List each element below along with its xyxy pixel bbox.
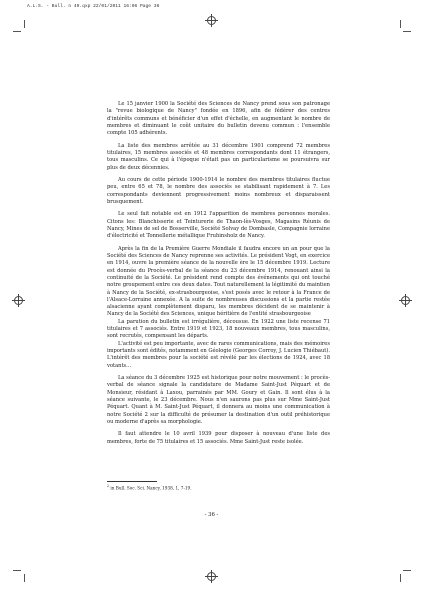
paragraph: Il faut attendre le 10 avril 1939 pour disposer à nouveau d'une liste des membres, forte de 75 titulaires et 15 associés. Mme Saint-Just reste isolée. (107, 431, 330, 445)
paragraph: La liste des membres arrêtée au 31 décembre 1901 comprend 72 membres titulaires, 15 membres associés et 48 membres correspondants dont 11 étrangers, tous masculins. Ce qui à l'époque n'était pas un particularisme se poursuivra sur plus de deux décennies. (107, 142, 330, 171)
footnote-mark: 2 (107, 483, 110, 488)
paragraph: L'activité est peu importante, avec de rares communications, mais des mémoires importants sont édités, notamment en Géologie (Georges Corroy, J. Lucien Thiébaut). L'intérêt des membres pour la société est révélé par les élections de 1924, avec 18 votants… (107, 340, 330, 369)
body-text (107, 101, 330, 451)
footnote-text: in Bull. Soc. Sci. Nancy, 1938, 1, 7-19. (110, 484, 192, 490)
paragraph: La parution du bulletin est irrégulière, décousue. En 1922 une liste recense 71 titulaires et 7 associés. Entre 1919 et 1923, 18 nouveaux membres, tous masculins, sont recrutés, compensant les départs. (107, 318, 330, 340)
registration-mark-bottom-center (207, 572, 216, 581)
paragraph: Le 15 janvier 1900 la Société des Sciences de Nancy prend sous son patronage la "revue biologique de Nancy" fondée en 1896, afin de fédérer des centres d'intérêts communs et bénéficier d'un effet d'échelle, en augmentant le nombre de membres et diminuant le coût unitaire du bulletin devenu commun : l'ensemble compte 105 adhérents. (107, 101, 330, 137)
registration-mark-left-middle (14, 296, 23, 305)
footnote (107, 484, 330, 491)
registration-mark-top-center (207, 16, 216, 25)
registration-mark-right-middle (401, 296, 410, 305)
printer-slug: A.L.S. - Bull. n 49.qxp 22/01/2011 16:06 Page 36 (27, 4, 160, 9)
paragraph: Le seul fait notable est en 1912 l'apparition de membres personnes morales. Citons les: Blanchisserie et Teinturerie de Thaon-lès-Vosges, Magasins Réunis de Nancy, Mines de sel de Bosserville, Société Solvay de Dombasle, Compagnie lorraine d'électricité et Tonnellerie métallique Fruhinsholz de Nancy. (107, 211, 330, 240)
paragraph: Au cours de cette période 1900-1914 le nombre des membres titulaires fluctue peu, entre 65 et 78, le nombre des associés se stabilisant rapidement à 7. Les correspondants deviennent progressivement moins nombreux et disparaissent brusquement. (107, 177, 330, 205)
paragraph: La séance du 3 décembre 1925 est historique pour notre mouvement : le procès-verbal de séance signale la candidature de Madame Saint-Just Péquart et de Monsieur, résidant à Laxou, parrainés par MM. Goury et Gain. Il sont élus à la séance suivante, le 23 décembre. Nous n'en saurons pas plus sur Mme Saint-Just Péquart. Quant à M. Saint-Just Péquart, il donnera au moins une communication à notre Société 2 sur la difficulté de présumer la destination d'un outil préhistorique ou moderne d'après sa morphologie. (107, 375, 330, 425)
footnote-rule (107, 481, 157, 482)
footnotes (107, 481, 330, 490)
paragraph: Après la fin de la Première Guerre Mondiale il faudra encore un an pour que la Société des Sciences de Nancy reprenne ses activités. Le président Vogt, en exercice en 1914, ouvre la première séance de la nouvelle ère le 15 décembre 1919. Lecture est donnée du Procès-verbal de la séance du 23 décembre 1914, renouant ainsi la continuité de la Société. Le président rend compte des événements qui ont touché notre groupement entre ces deux dates. Tout naturellement la légitimité du maintien à Nancy de la Société, ex-strasbourgeoise, s'est posés avec le retour à la France de l'Alsace-Lorraine annexée. A la suite de nombreuses discussions et la partie restée alsacienne ayant complètement disparu, les membres décident de se maintenir à Nancy de la Société des Sciences, unique héritière de l'entité strasbourgeoise (107, 245, 330, 318)
page-number: - 36 - (204, 512, 219, 518)
